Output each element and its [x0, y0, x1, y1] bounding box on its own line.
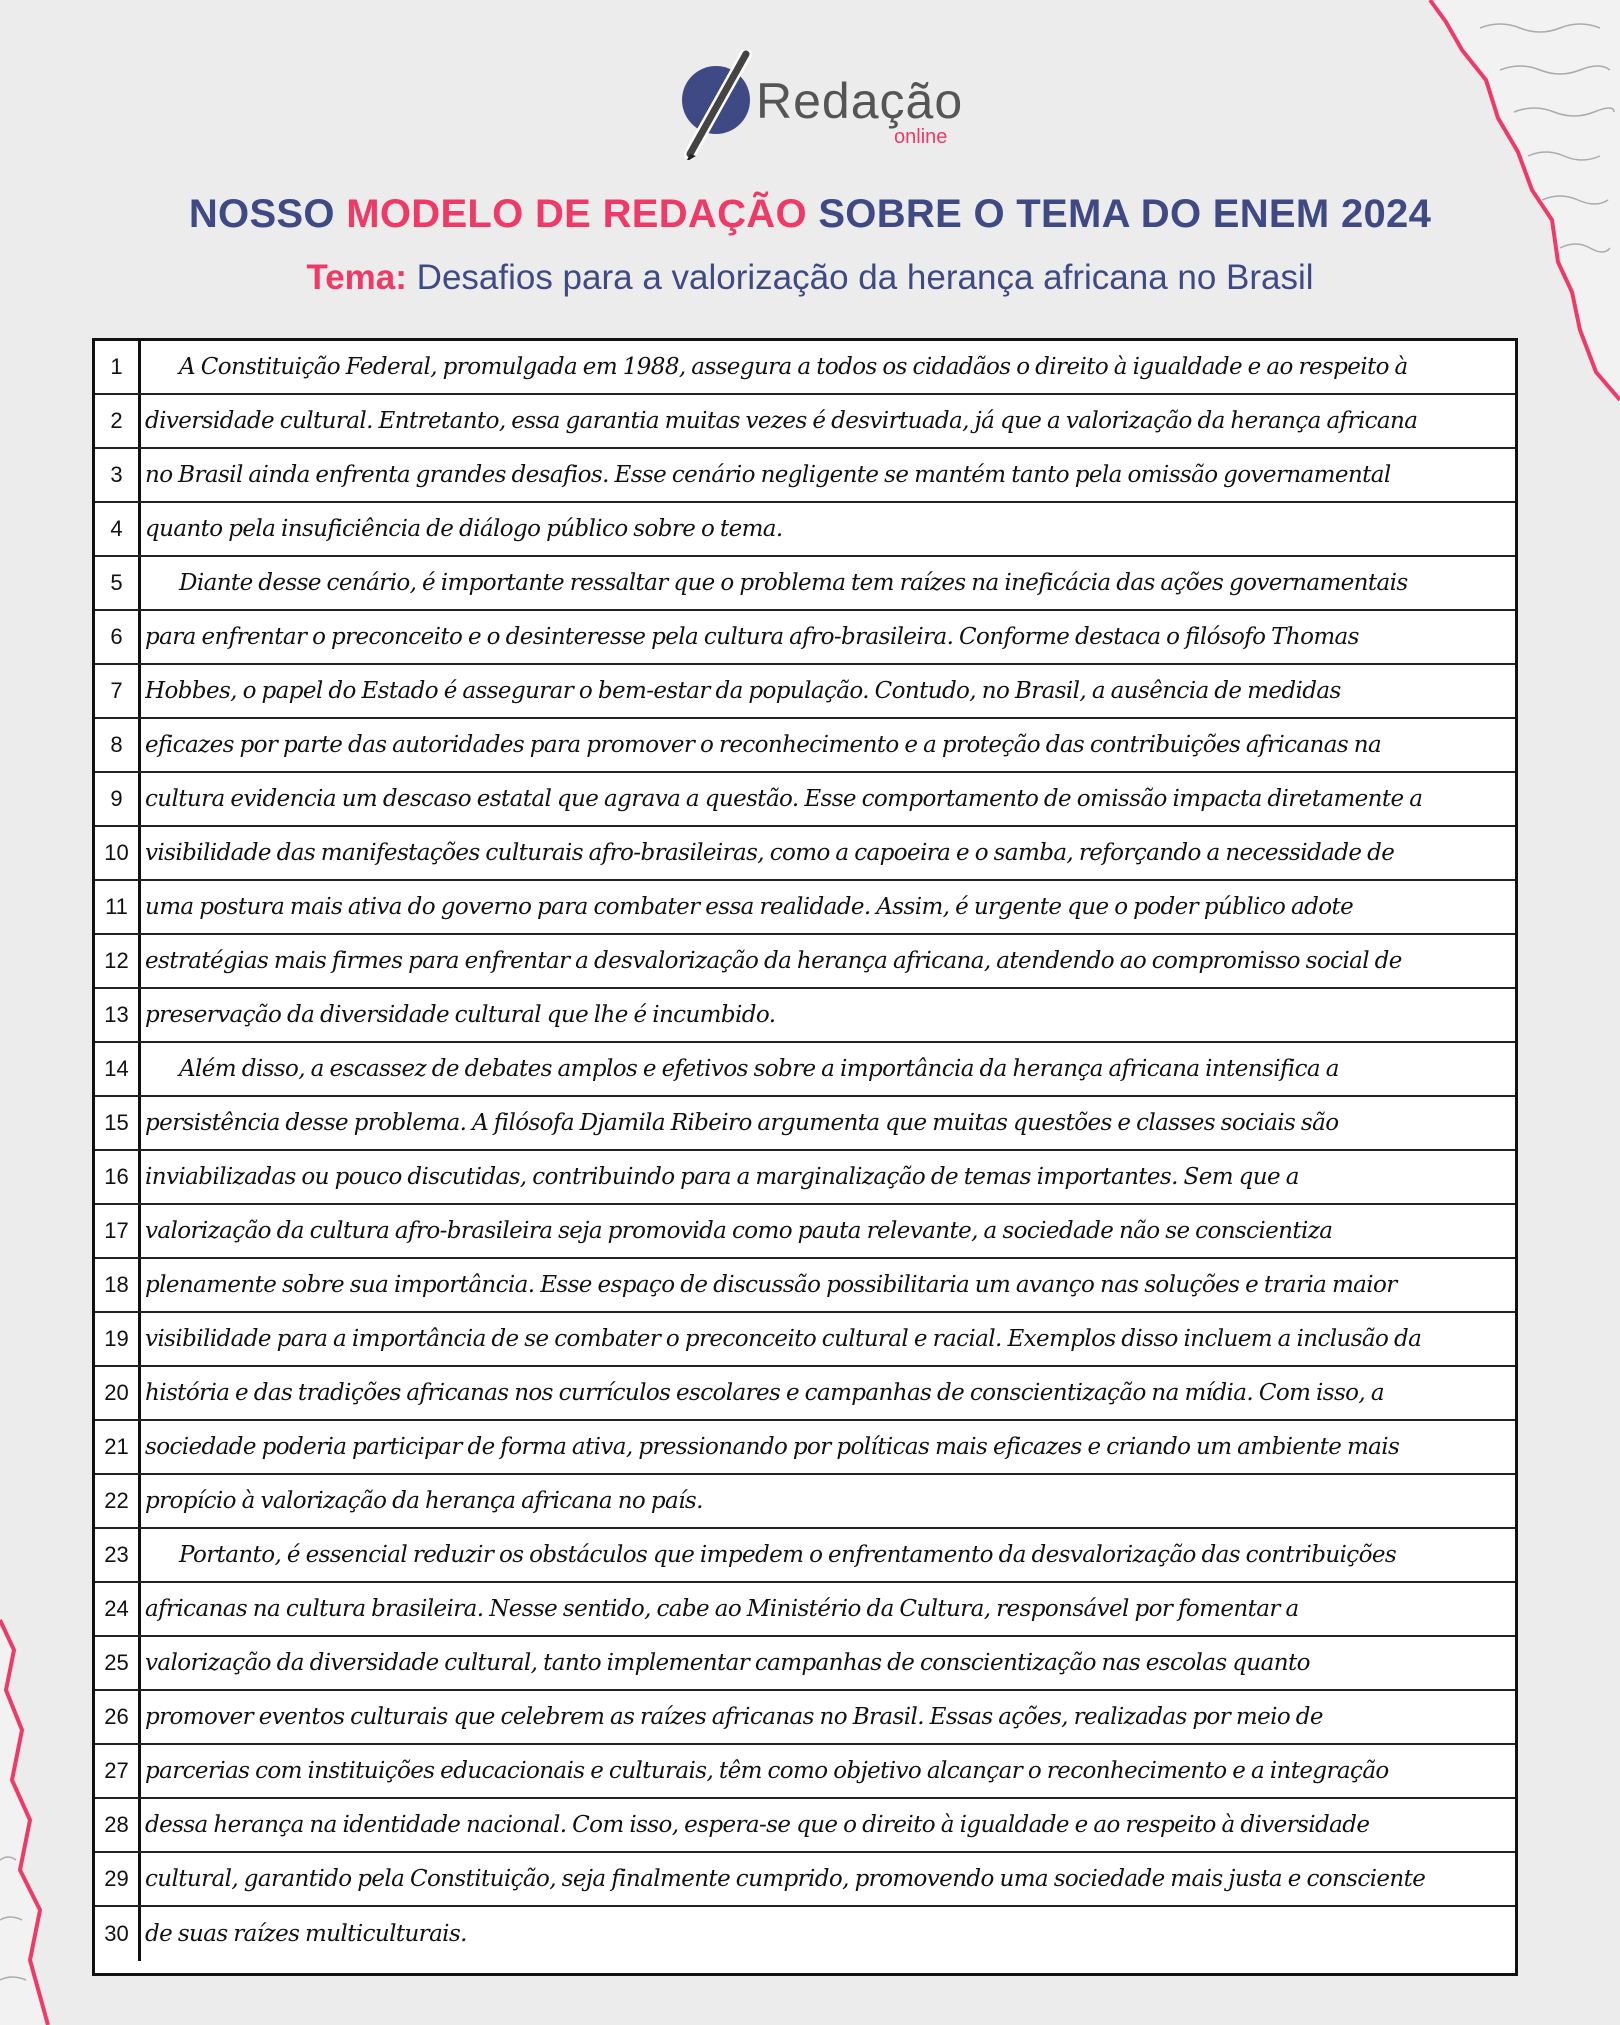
essay-line-text: africanas na cultura brasileira. Nesse sentido, cabe ao Ministério da Cultura, responsável por fomentar a — [145, 1596, 1299, 1622]
theme-subtitle — [0, 258, 1620, 298]
essay-line-text: de suas raízes multiculturais. — [145, 1921, 467, 1947]
line-number: 1 — [95, 341, 141, 393]
essay-line-row — [95, 341, 1515, 395]
essay-line-row — [95, 989, 1515, 1043]
line-number: 17 — [95, 1205, 141, 1257]
essay-line-text: promover eventos culturais que celebrem as raízes africanas no Brasil. Essas ações, realizadas por meio de — [145, 1704, 1323, 1730]
essay-line-row — [95, 1313, 1515, 1367]
essay-line-text: Além disso, a escassez de debates amplos e efetivos sobre a importância da herança africana intensifica a — [179, 1056, 1339, 1082]
essay-line-text: no Brasil ainda enfrenta grandes desafios. Esse cenário negligente se mantém tanto pela omissão governamental — [145, 462, 1391, 488]
essay-line-row — [95, 1367, 1515, 1421]
essay-line-text: diversidade cultural. Entretanto, essa garantia muitas vezes é desvirtuada, já que a valorização da herança africana — [145, 408, 1418, 434]
essay-line-text: preservação da diversidade cultural que lhe é incumbido. — [145, 1002, 776, 1028]
essay-line-text: valorização da cultura afro-brasileira seja promovida como pauta relevante, a sociedade não se conscientiza — [145, 1218, 1333, 1244]
line-number: 30 — [95, 1907, 141, 1961]
essay-line-text: valorização da diversidade cultural, tanto implementar campanhas de conscientização nas escolas quanto — [145, 1650, 1310, 1676]
theme-label: Tema: — [306, 258, 407, 297]
line-number: 27 — [95, 1745, 141, 1797]
essay-line-text: história e das tradições africanas nos currículos escolares e campanhas de conscientização na mídia. Com isso, a — [145, 1380, 1384, 1406]
essay-line-row — [95, 395, 1515, 449]
essay-line-row — [95, 1529, 1515, 1583]
line-number: 6 — [95, 611, 141, 663]
essay-line-text: quanto pela insuficiência de diálogo público sobre o tema. — [145, 516, 783, 542]
line-number: 10 — [95, 827, 141, 879]
page-title — [0, 192, 1620, 237]
line-number: 25 — [95, 1637, 141, 1689]
brand-name: Redação — [756, 73, 964, 129]
essay-line-text: persistência desse problema. A filósofa Djamila Ribeiro argumenta que muitas questões e classes sociais são — [145, 1110, 1339, 1136]
essay-line-text: cultural, garantido pela Constituição, seja finalmente cumprido, promovendo uma sociedade mais justa e consciente — [145, 1866, 1426, 1892]
essay-line-text: estratégias mais firmes para enfrentar a desvalorização da herança africana, atendendo ao compromisso social de — [145, 948, 1402, 974]
line-number: 9 — [95, 773, 141, 825]
essay-line-row — [95, 719, 1515, 773]
line-number: 26 — [95, 1691, 141, 1743]
essay-line-text: dessa herança na identidade nacional. Com isso, espera-se que o direito à igualdade e ao respeito à diversidade — [145, 1812, 1370, 1838]
essay-line-row — [95, 827, 1515, 881]
brand-subtitle: online — [894, 126, 948, 148]
essay-line-row — [95, 1043, 1515, 1097]
line-number: 28 — [95, 1799, 141, 1851]
title-part-3: SOBRE O TEMA DO ENEM 2024 — [806, 192, 1432, 236]
line-number: 11 — [95, 881, 141, 933]
essay-line-row — [95, 1853, 1515, 1907]
essay-line-row — [95, 503, 1515, 557]
essay-line-text: visibilidade para a importância de se combater o preconceito cultural e racial. Exemplos disso incluem a inclusão da — [145, 1326, 1422, 1352]
essay-line-row — [95, 935, 1515, 989]
essay-line-row — [95, 1691, 1515, 1745]
essay-line-text: sociedade poderia participar de forma ativa, pressionando por políticas mais eficazes e criando um ambiente mais — [145, 1434, 1400, 1460]
essay-line-text: uma postura mais ativa do governo para combater essa realidade. Assim, é urgente que o poder público adote — [145, 894, 1354, 920]
line-number: 4 — [95, 503, 141, 555]
line-number: 20 — [95, 1367, 141, 1419]
essay-line-row — [95, 1151, 1515, 1205]
essay-line-row — [95, 1421, 1515, 1475]
essay-line-text: parcerias com instituições educacionais e culturais, têm como objetivo alcançar o reconhecimento e a integração — [145, 1758, 1389, 1784]
line-number: 13 — [95, 989, 141, 1041]
theme-text: Desafios para a valorização da herança africana no Brasil — [406, 258, 1314, 297]
essay-line-row — [95, 1799, 1515, 1853]
line-number: 22 — [95, 1475, 141, 1527]
line-number: 23 — [95, 1529, 141, 1581]
essay-line-text: para enfrentar o preconceito e o desinteresse pela cultura afro-brasileira. Conforme destaca o filósofo Thomas — [145, 624, 1359, 650]
line-number: 7 — [95, 665, 141, 717]
essay-line-text: Diante desse cenário, é importante ressaltar que o problema tem raízes na ineficácia das ações governamentais — [179, 570, 1408, 596]
line-number: 3 — [95, 449, 141, 501]
essay-line-text: Portanto, é essencial reduzir os obstáculos que impedem o enfrentamento da desvalorização das contribuições — [179, 1542, 1397, 1568]
essay-line-row — [95, 449, 1515, 503]
essay-line-row — [95, 881, 1515, 935]
line-number: 15 — [95, 1097, 141, 1149]
line-number: 8 — [95, 719, 141, 771]
essay-line-row — [95, 1583, 1515, 1637]
line-number: 12 — [95, 935, 141, 987]
essay-line-row — [95, 1745, 1515, 1799]
essay-line-row — [95, 665, 1515, 719]
line-number: 16 — [95, 1151, 141, 1203]
essay-line-row — [95, 1475, 1515, 1529]
line-number: 18 — [95, 1259, 141, 1311]
line-number: 24 — [95, 1583, 141, 1635]
line-number: 29 — [95, 1853, 141, 1905]
essay-line-row — [95, 1259, 1515, 1313]
essay-line-text: inviabilizadas ou pouco discutidas, contribuindo para a marginalização de temas importantes. Sem que a — [145, 1164, 1299, 1190]
essay-line-row — [95, 1205, 1515, 1259]
essay-line-row — [95, 1637, 1515, 1691]
essay-line-row — [95, 611, 1515, 665]
brand-logo — [676, 50, 976, 160]
essay-line-text: propício à valorização da herança africana no país. — [145, 1488, 703, 1514]
essay-line-row — [95, 1907, 1515, 1961]
pen-nib-icon — [676, 50, 756, 160]
essay-line-text: A Constituição Federal, promulgada em 1988, assegura a todos os cidadãos o direito à igualdade e ao respeito à — [179, 354, 1408, 380]
essay-line-text: visibilidade das manifestações culturais afro-brasileiras, como a capoeira e o samba, reforçando a necessidade de — [145, 840, 1395, 866]
essay-line-row — [95, 1097, 1515, 1151]
line-number: 2 — [95, 395, 141, 447]
essay-line-row — [95, 557, 1515, 611]
essay-line-row — [95, 773, 1515, 827]
line-number: 14 — [95, 1043, 141, 1095]
essay-line-text: plenamente sobre sua importância. Esse espaço de discussão possibilitaria um avanço nas soluções e traria maior — [145, 1272, 1397, 1298]
essay-line-text: eficazes por parte das autoridades para promover o reconhecimento e a proteção das contribuições africanas na — [145, 732, 1382, 758]
title-part-1: NOSSO — [188, 192, 347, 236]
essay-lined-form — [92, 338, 1518, 1976]
title-part-2: MODELO DE REDAÇÃO — [346, 192, 807, 236]
line-number: 5 — [95, 557, 141, 609]
line-number: 19 — [95, 1313, 141, 1365]
essay-line-text: Hobbes, o papel do Estado é assegurar o bem-estar da população. Contudo, no Brasil, a ausência de medidas — [145, 678, 1341, 704]
line-number: 21 — [95, 1421, 141, 1473]
essay-line-text: cultura evidencia um descaso estatal que agrava a questão. Esse comportamento de omissão impacta diretamente a — [145, 786, 1423, 812]
